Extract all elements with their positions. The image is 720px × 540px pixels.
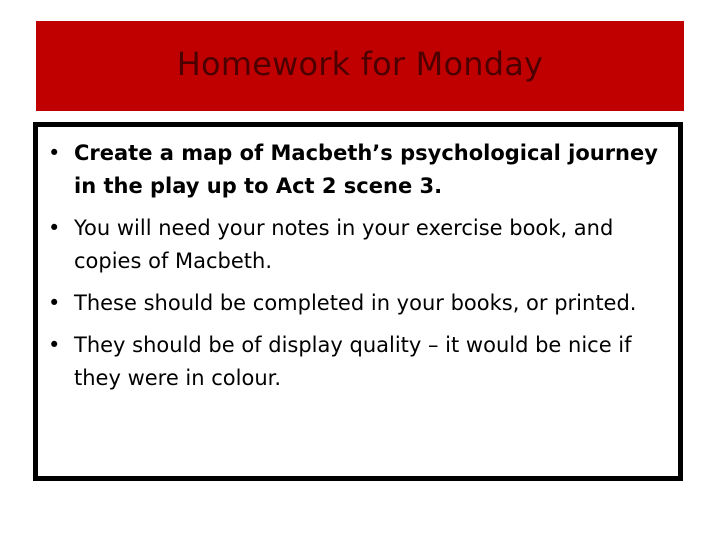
bullet-text: These should be completed in your books, or printed. — [74, 291, 637, 315]
bullet-icon: • — [48, 216, 61, 240]
bullet-icon: • — [48, 291, 61, 315]
bullet-list — [38, 127, 678, 395]
bullet-text: Create a map of Macbeth’s psychological journey in the play up to Act 2 scene 3. — [74, 141, 658, 198]
bullet-icon: • — [48, 333, 61, 357]
bullet-text: They should be of display quality – it would be nice if they were in colour. — [74, 333, 632, 390]
content-box — [33, 122, 683, 481]
bullet-item — [48, 212, 668, 278]
title-bar — [36, 21, 684, 111]
bullet-text: You will need your notes in your exercise book, and copies of Macbeth. — [74, 216, 614, 273]
bullet-item — [48, 329, 668, 395]
bullet-item — [48, 137, 668, 203]
bullet-icon: • — [48, 141, 61, 165]
bullet-item — [48, 287, 668, 320]
slide-title: Homework for Monday — [176, 45, 544, 83]
